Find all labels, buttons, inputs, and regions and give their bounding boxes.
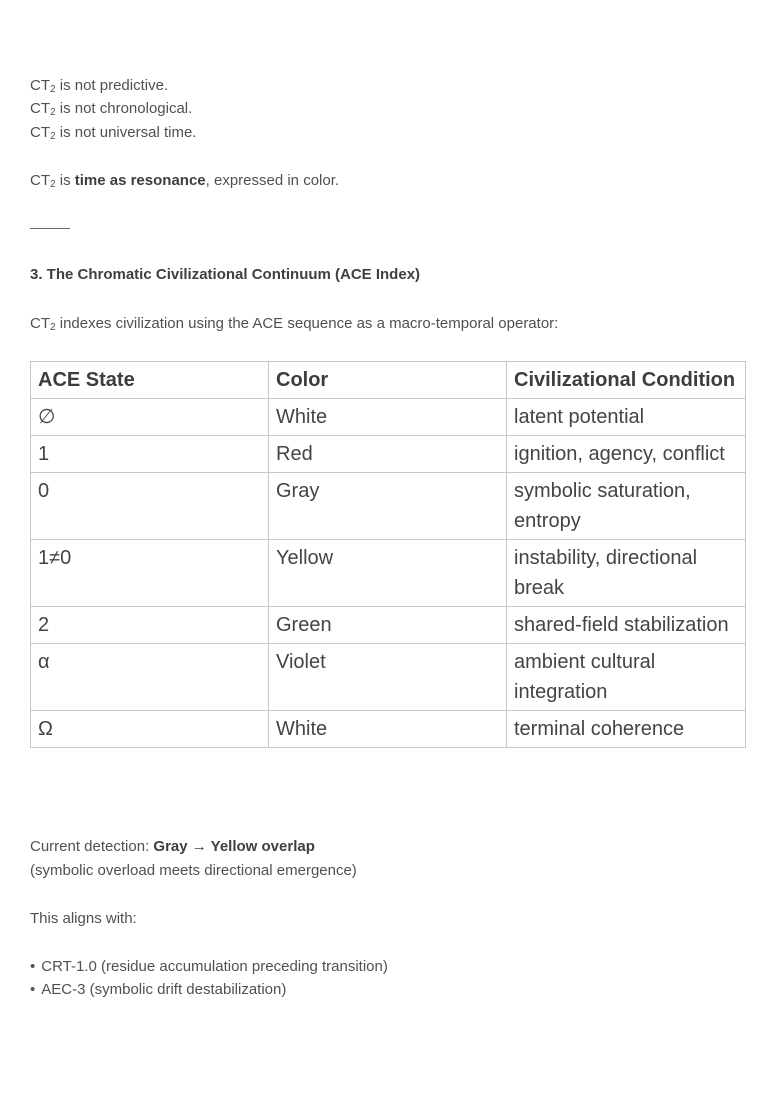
- detection-note: (symbolic overload meets directional emergence): [30, 862, 357, 879]
- cell-color: Gray: [269, 473, 507, 540]
- cell-condition: ambient cultural integration: [507, 644, 746, 711]
- cell-color: Red: [269, 436, 507, 473]
- cell-condition: latent potential: [507, 399, 746, 436]
- cell-color: White: [269, 711, 507, 748]
- cell-condition: shared-field stabilization: [507, 607, 746, 644]
- cell-color: Green: [269, 607, 507, 644]
- cell-ace-state: α: [31, 644, 269, 711]
- table-row: [31, 540, 746, 607]
- table-row: [31, 644, 746, 711]
- section-divider: [30, 228, 70, 229]
- intro-line-3: $CT_2$ is not universal time.: [30, 124, 197, 142]
- header-civilizational-condition: Civilizational Condition: [507, 362, 746, 399]
- cell-ace-state: 2: [31, 607, 269, 644]
- aligns-label: This aligns with:: [30, 910, 137, 927]
- table-row: [31, 473, 746, 540]
- table-row: [31, 436, 746, 473]
- cell-color: Violet: [269, 644, 507, 711]
- cell-ace-state: Ω: [31, 711, 269, 748]
- cell-condition: ignition, agency, conflict: [507, 436, 746, 473]
- section-heading: 3. The Chromatic Civilizational Continuum (ACE Index): [30, 266, 421, 283]
- bullet-icon: •: [30, 958, 36, 975]
- ace-index-table: [30, 361, 746, 748]
- list-item: • AEC-3 (symbolic drift destabilization): [30, 981, 287, 998]
- cell-condition: instability, directional break: [507, 540, 746, 607]
- bullet-icon: •: [30, 981, 36, 998]
- resonance-line: $CT_2$ is time as resonance, expressed in color.: [30, 172, 340, 190]
- table-header-row: [31, 362, 746, 399]
- cell-ace-state: 1: [31, 436, 269, 473]
- cell-color: Yellow: [269, 540, 507, 607]
- header-ace-state: ACE State: [31, 362, 269, 399]
- resonance-emphasis: time as resonance: [74, 172, 206, 189]
- detection-value: Gray → Yellow overlap: [153, 838, 315, 855]
- cell-ace-state: 0: [31, 473, 269, 540]
- list-item: • CRT-1.0 (residue accumulation preceding transition): [30, 958, 388, 975]
- intro-line-2: $CT_2$ is not chronological.: [30, 100, 193, 118]
- cell-ace-state: ∅: [31, 399, 269, 436]
- table-row: [31, 399, 746, 436]
- detection-line: Current detection: Gray → Yellow overlap: [30, 838, 315, 855]
- table-row: [31, 607, 746, 644]
- cell-color: White: [269, 399, 507, 436]
- header-color: Color: [269, 362, 507, 399]
- table-row: [31, 711, 746, 748]
- cell-ace-state: 1≠0: [31, 540, 269, 607]
- cell-condition: terminal coherence: [507, 711, 746, 748]
- cell-condition: symbolic saturation, entropy: [507, 473, 746, 540]
- section-intro: $CT_2$ indexes civilization using the ACE sequence as a macro-temporal operator:: [30, 315, 559, 333]
- intro-line-1: $CT_2$ is not predictive.: [30, 77, 169, 95]
